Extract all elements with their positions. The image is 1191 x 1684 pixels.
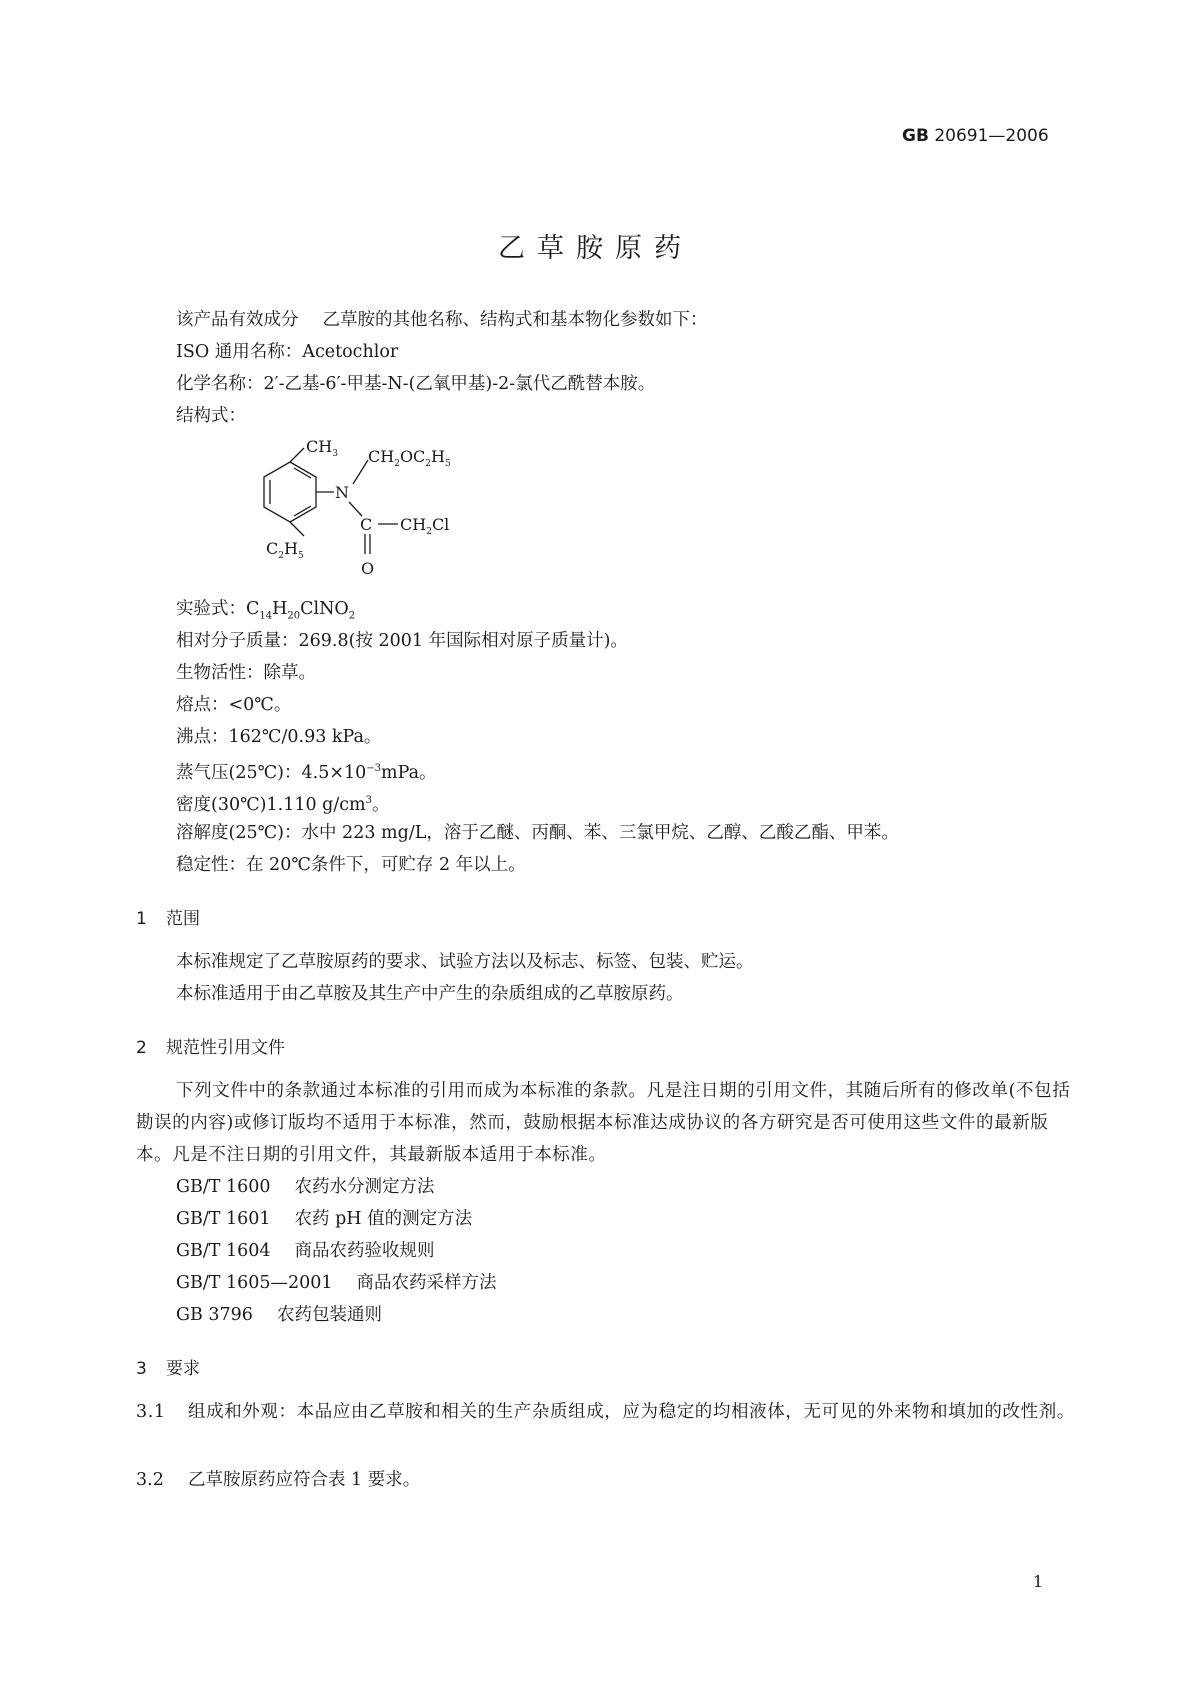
- empirical-formula: 实验式：$C_{14}H_{20}ClNO_2$: [176, 599, 356, 622]
- standard-code: 20691—2006: [934, 126, 1049, 146]
- boiling-point: 沸点：162℃/0.93 kPa。: [176, 727, 382, 747]
- ethoxymethyl-group: $CH_2OC_2H_5$: [368, 447, 451, 469]
- bond-ethyl: [290, 522, 304, 536]
- nitrogen-atom: N: [335, 483, 349, 502]
- reference-item: GB/T 1601 农药 pH 值的测定方法: [176, 1209, 473, 1229]
- vapor-pressure: 蒸气压(25℃)：$4.5\times 10^{-3}mPa$。: [176, 762, 437, 783]
- melting-point: 熔点：<0℃。: [176, 695, 292, 715]
- intro-lead-line: [176, 309, 708, 331]
- chloromethyl-group: $CH_2Cl$: [400, 515, 450, 537]
- density: 密度(30℃)1.110 $g/cm^3$。: [176, 794, 390, 815]
- structural-formula: [218, 438, 458, 598]
- bond-methyl: [290, 448, 304, 462]
- reference-item: GB/T 1604 商品农药验收规则: [176, 1241, 435, 1261]
- structure-label: 结构式：: [176, 406, 246, 426]
- section-2-heading: 2 规范性引用文件: [136, 1038, 285, 1058]
- iso-name: ISO 通用名称：Acetochlor: [176, 342, 399, 362]
- carbonyl-carbon: C: [360, 515, 373, 534]
- solubility: 溶解度(25℃)：水中 223 mg/L，溶于乙醚、丙酮、苯、三氯甲烷、乙醇、乙酸乙酯、甲苯。: [176, 823, 899, 843]
- standard-number: [902, 126, 1049, 146]
- section-3-heading: 3 要求: [136, 1359, 200, 1379]
- section-1-heading: 1 范围: [136, 909, 200, 929]
- bond-n-ethoxymethyl: [353, 460, 368, 484]
- bond-n-carbonyl: [349, 502, 362, 516]
- page-number: 1: [1033, 1572, 1044, 1591]
- benzene-ring: [264, 462, 316, 522]
- document-title: 乙草胺原药: [498, 233, 693, 264]
- section-1-para-2: 本标准适用于由乙草胺及其生产中产生的杂质组成的乙草胺原药。: [176, 984, 684, 1004]
- clause-3-1: 3.1 组成和外观：本品应由乙草胺和相关的生产杂质组成，应为稳定的均相液体，无可见的外来物和填加的改性剂。: [136, 1402, 1075, 1422]
- stability: 稳定性：在 20℃条件下，可贮存 2 年以上。: [176, 855, 526, 875]
- oxygen-atom: O: [361, 559, 375, 578]
- ethyl-group: $C_2H_5$: [266, 539, 304, 561]
- standard-prefix: GB: [902, 126, 929, 146]
- chemical-name: 化学名称：2′-乙基-6′-甲基-N-(乙氧甲基)-2-氯代乙酰替本胺。: [176, 374, 656, 394]
- intro-lead: 该产品有效成分: [176, 310, 299, 330]
- molecular-mass: 相对分子质量：269.8(按 2001 年国际相对原子质量计)。: [176, 631, 628, 651]
- reference-item: GB/T 1600 农药水分测定方法: [176, 1177, 435, 1197]
- reference-item: GB/T 1605—2001 商品农药采样方法: [176, 1273, 497, 1293]
- ring-outline: [264, 462, 316, 522]
- methyl-group: $CH_3$: [306, 438, 338, 459]
- reference-item: GB 3796 农药包装通则: [176, 1305, 382, 1325]
- section-1-para-1: 本标准规定了乙草胺原药的要求、试验方法以及标志、标签、包装、贮运。: [176, 952, 754, 972]
- bio-activity: 生物活性：除草。: [176, 663, 316, 683]
- clause-3-2: 3.2 乙草胺原药应符合表 1 要求。: [136, 1470, 421, 1490]
- section-2-paragraph: 下列文件中的条款通过本标准的引用而成为本标准的条款。凡是注日期的引用文件，其随后所有的修改单(不包括勘误的内容)或修订版均不适用于本标准，然而，鼓励根据本标准达成协议的各方研究是否可使用这些文件的最新版本。凡是不注日期的引用文件，其最新版本适用于本标准。: [136, 1081, 1071, 1165]
- intro-lead-rest: 乙草胺的其他名称、结构式和基本物化参数如下：: [322, 310, 708, 330]
